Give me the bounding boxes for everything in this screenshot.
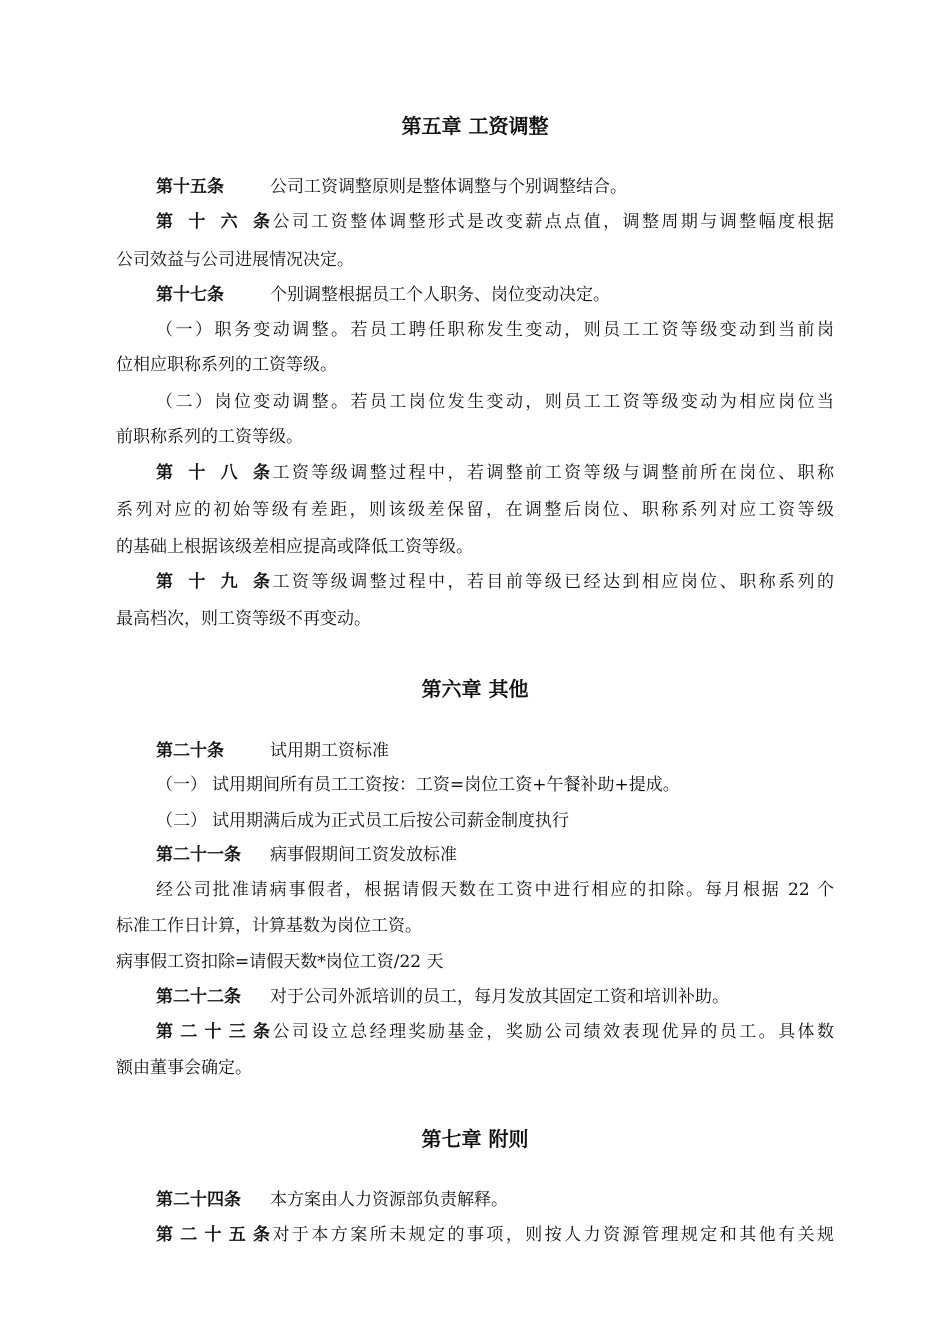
article-16-text-1: 公司工资整体调整形式是改变薪点点值，调整周期与调整幅度根据 (270, 212, 834, 232)
article-22-text: 对于公司外派培训的员工，每月发放其固定工资和培训补助。 (270, 987, 729, 1007)
chapter-7-title: 第七章 附则 (421, 1127, 529, 1151)
clause-17-1-line-1 (156, 318, 834, 342)
clause-20-1 (156, 773, 834, 797)
article-19-text-1: 工资等级调整过程中，若目前等级已经达到相应岗位、职称系列的 (270, 572, 834, 592)
clause-17-1-text-1: 职务变动调整。若员工聘任职称发生变动，则员工工资等级变动到当前岗 (212, 320, 834, 340)
chapter-6-title: 第六章 其他 (421, 677, 529, 701)
article-18-line-1 (156, 461, 834, 485)
article-24 (156, 1188, 834, 1212)
article-22-label: 第二十二条 (156, 987, 241, 1007)
clause-17-2-label: （二） (156, 392, 212, 412)
article-15-label: 第十五条 (156, 177, 224, 197)
clause-17-2-line-2: 前职称系列的工资等级。 (116, 427, 303, 447)
clause-20-1-text: 试用期间所有员工工资按：工资=岗位工资+午餐补助+提成。 (212, 775, 680, 795)
article-19-label: 第十九条 (156, 572, 270, 592)
article-25-text: 对于本方案所未规定的事项，则按人力资源管理规定和其他有关规 (270, 1225, 834, 1245)
article-15 (156, 175, 834, 199)
article-18-text-1: 工资等级调整过程中，若调整前工资等级与调整前所在岗位、职称 (270, 463, 834, 483)
clause-17-1-label: （一） (156, 320, 212, 340)
article-23-text-1: 公司设立总经理奖励基金，奖励公司绩效表现优异的员工。具体数 (270, 1022, 834, 1042)
clause-20-2 (156, 809, 834, 833)
clause-17-1-line-2: 位相应职称系列的工资等级。 (116, 355, 337, 375)
article-22 (156, 985, 834, 1009)
article-24-text: 本方案由人力资源部负责解释。 (270, 1190, 508, 1210)
clause-20-1-label: （一） (156, 775, 207, 795)
article-16-line-1 (156, 210, 834, 234)
clause-20-2-label: （二） (156, 811, 207, 831)
article-21-text: 病事假期间工资发放标准 (270, 845, 457, 865)
article-23-line-2: 额由董事会确定。 (116, 1058, 252, 1078)
article-18-label: 第十八条 (156, 463, 270, 483)
clause-20-2-text: 试用期满后成为正式员工后按公司薪金制度执行 (212, 811, 569, 831)
paragraph-sick-leave-line-1: 经公司批准请病事假者，根据请假天数在工资中进行相应的扣除。每月根据 22 个 (156, 880, 834, 900)
paragraph-sick-leave-line-2: 标准工作日计算，计算基数为岗位工资。 (116, 916, 422, 936)
article-23-label: 第二十三条 (156, 1022, 270, 1042)
article-25-line-1 (156, 1223, 834, 1247)
article-20-text: 试用期工资标准 (270, 741, 389, 761)
article-24-label: 第二十四条 (156, 1190, 241, 1210)
sick-leave-formula: 病事假工资扣除=请假天数*岗位工资/22 天 (116, 952, 444, 972)
article-17-text: 个别调整根据员工个人职务、岗位变动决定。 (270, 285, 610, 305)
article-19-line-1 (156, 570, 834, 594)
article-18-line-2: 系列对应的初始等级有差距，则该级差保留，在调整后岗位、职称系列对应工资等级 (116, 500, 834, 520)
article-23-line-1 (156, 1020, 834, 1044)
clause-17-2-text-1: 岗位变动调整。若员工岗位发生变动，则员工工资等级变动为相应岗位当 (212, 392, 834, 412)
article-20 (156, 739, 834, 763)
article-20-label: 第二十条 (156, 741, 224, 761)
article-17 (156, 283, 834, 307)
article-17-label: 第十七条 (156, 285, 224, 305)
article-16-line-2: 公司效益与公司进展情况决定。 (116, 250, 354, 270)
article-19-line-2: 最高档次，则工资等级不再变动。 (116, 609, 371, 629)
article-15-text: 公司工资调整原则是整体调整与个别调整结合。 (270, 177, 627, 197)
article-18-line-3: 的基础上根据该级差相应提高或降低工资等级。 (116, 537, 473, 557)
clause-17-2-line-1 (156, 390, 834, 414)
article-21-label: 第二十一条 (156, 845, 241, 865)
article-25-label: 第二十五条 (156, 1225, 270, 1245)
article-16-label: 第十六条 (156, 212, 270, 232)
article-21 (156, 843, 834, 867)
chapter-5-title: 第五章 工资调整 (401, 114, 549, 138)
